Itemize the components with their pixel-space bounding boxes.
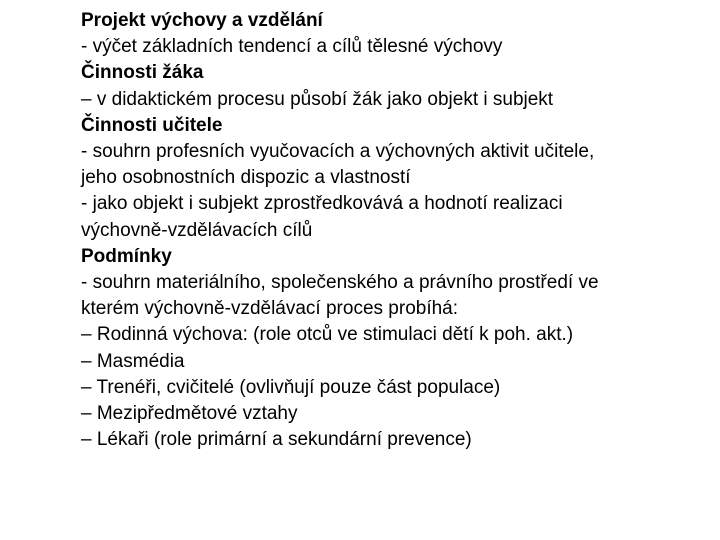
text-line: jeho osobnostních dispozic a vlastností [81, 167, 411, 189]
text-line: výchovně-vzdělávacích cílů [81, 219, 313, 241]
text-line: - výčet základních tendencí a cílů tělesné výchovy [81, 36, 503, 58]
list-item: – Masmédia [81, 350, 185, 372]
text-line: - jako objekt i subjekt zprostředkovává a hodnotí realizaci [81, 193, 563, 215]
list-item: – Lékaři (role primární a sekundární prevence) [81, 429, 472, 451]
list-item: – Trenéři, cvičitelé (ovlivňují pouze část populace) [81, 376, 501, 398]
slide-text-body [81, 8, 711, 453]
list-item: – Mezipředmětové vztahy [81, 403, 298, 425]
list-item: – Rodinná výchova: (role otců ve stimulaci dětí k poh. akt.) [81, 324, 574, 346]
heading-cinnosti-zaka: Činnosti žáka [81, 62, 204, 84]
heading-projekt-vychovy: Projekt výchovy a vzdělání [81, 10, 323, 31]
text-line: kterém výchovně-vzdělávací proces probíhá: [81, 298, 459, 320]
text-line: - souhrn materiálního, společenského a právního prostředí ve [81, 272, 599, 294]
text-line: – v didaktickém procesu působí žák jako objekt i subjekt [81, 88, 554, 110]
heading-podminky: Podmínky [81, 245, 172, 267]
heading-cinnosti-ucitele: Činnosti učitele [81, 114, 223, 136]
text-line: - souhrn profesních vyučovacích a výchovných aktivit učitele, [81, 141, 595, 163]
